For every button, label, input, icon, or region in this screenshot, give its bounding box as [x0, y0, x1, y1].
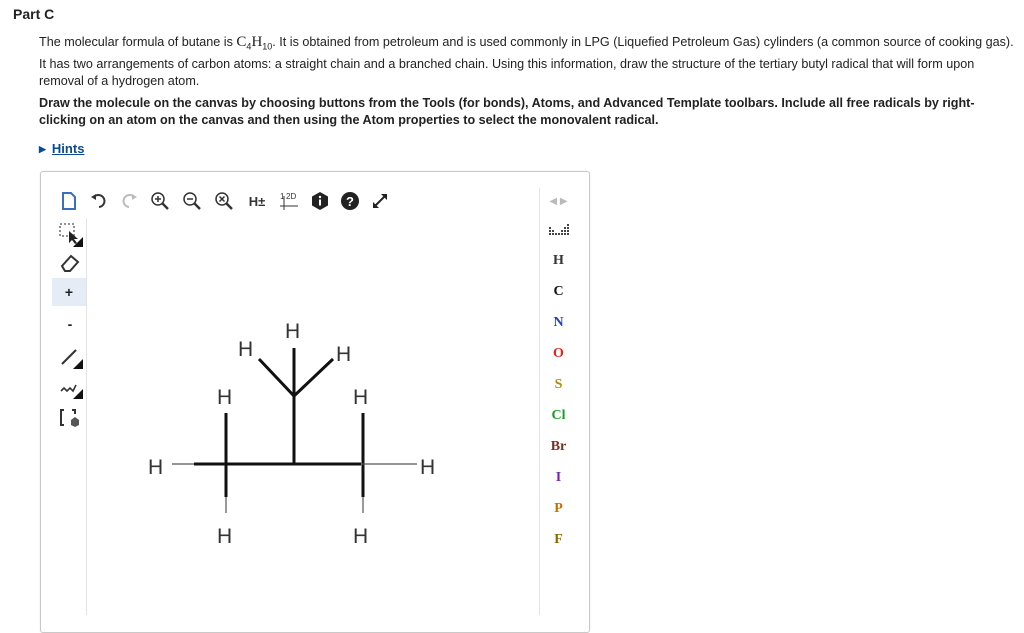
- hints-toggle[interactable]: [39, 141, 84, 156]
- dimension-label: 2D: [286, 192, 297, 201]
- hints-link[interactable]: Hints: [51, 141, 85, 156]
- part-title: Part C: [13, 6, 55, 22]
- atom-button-p[interactable]: P: [554, 501, 563, 516]
- drawing-canvas[interactable]: [87, 218, 538, 615]
- atom-h[interactable]: H: [217, 525, 233, 548]
- atom-h[interactable]: H: [238, 338, 254, 361]
- question-text-end: . It is obtained from petroleum and is used commonly in LPG (Liquefied Petroleum Gas) cylinders (a common source of cooking gas). It has two arrangements of carbon atoms: a straight chain and a branched chain. Using this information, draw the structure of the tertiary butyl radical that will form upon removal of a hydrogen atom.: [39, 35, 1014, 88]
- formula-h: H: [251, 34, 263, 50]
- zoom-out-icon[interactable]: [180, 188, 204, 214]
- atom-button-n[interactable]: N: [553, 315, 564, 330]
- select-tool-icon[interactable]: [56, 220, 84, 248]
- dimension-prefix: 1: [280, 192, 285, 201]
- atom-h[interactable]: H: [336, 343, 352, 366]
- molecule-drawing: [87, 218, 538, 615]
- formula-h-sub: 10: [262, 41, 273, 52]
- single-bond-tool-icon[interactable]: [56, 342, 84, 370]
- new-document-icon[interactable]: [58, 188, 80, 214]
- template-tool-icon[interactable]: [56, 404, 84, 432]
- formula-c-sub: 4: [246, 41, 252, 52]
- undo-icon[interactable]: [88, 188, 110, 214]
- help-icon[interactable]: [338, 188, 362, 214]
- branch-left-bond: [259, 359, 294, 396]
- periodic-table-icon[interactable]: [540, 220, 577, 242]
- negative-charge-button[interactable]: -: [67, 316, 73, 332]
- toggle-hydrogens-button[interactable]: H±: [248, 193, 266, 209]
- atom-button-s[interactable]: S: [554, 377, 563, 392]
- branch-right-bond: [294, 359, 333, 396]
- redo-icon[interactable]: [118, 188, 140, 214]
- eraser-icon[interactable]: [56, 249, 84, 277]
- left-toolbar: [52, 218, 87, 615]
- atom-h[interactable]: H: [353, 386, 369, 409]
- scroll-arrows-icon[interactable]: ◀ ▶: [549, 195, 568, 207]
- atom-button-cl[interactable]: Cl: [551, 408, 566, 423]
- question-text-start: The molecular formula of butane is: [39, 35, 237, 49]
- atom-button-br[interactable]: Br: [550, 439, 567, 454]
- atom-toolbar: [539, 188, 577, 615]
- dimension-button[interactable]: [276, 188, 302, 214]
- atom-button-o[interactable]: O: [553, 346, 564, 361]
- atom-h[interactable]: H: [353, 525, 369, 548]
- chain-tool-icon[interactable]: [56, 372, 84, 400]
- info-icon[interactable]: [308, 188, 332, 214]
- fullscreen-icon[interactable]: [368, 188, 392, 214]
- instruction-text: Draw the molecule on the canvas by choosing buttons from the Tools (for bonds), Atoms, and Advanced Template toolbars. Include all free radicals by right-clicking on an atom on the canvas and then using the Atom properties to select the monovalent radical.: [39, 96, 975, 127]
- atom-button-f[interactable]: F: [554, 532, 563, 547]
- atom-h[interactable]: H: [420, 456, 436, 479]
- atom-button-i[interactable]: I: [555, 470, 562, 485]
- atom-h[interactable]: H: [285, 320, 301, 343]
- atom-h[interactable]: H: [148, 456, 164, 479]
- caret-right-icon: ▶: [39, 144, 46, 154]
- zoom-reset-icon[interactable]: [212, 188, 236, 214]
- zoom-in-icon[interactable]: [148, 188, 172, 214]
- atom-button-h[interactable]: H: [553, 253, 564, 268]
- atom-h[interactable]: H: [217, 386, 233, 409]
- atom-button-c[interactable]: C: [553, 284, 564, 299]
- formula-c: C: [236, 34, 247, 50]
- svg-text:?: ?: [346, 194, 354, 209]
- question-text: [39, 34, 1014, 90]
- positive-charge-button[interactable]: +: [52, 278, 86, 306]
